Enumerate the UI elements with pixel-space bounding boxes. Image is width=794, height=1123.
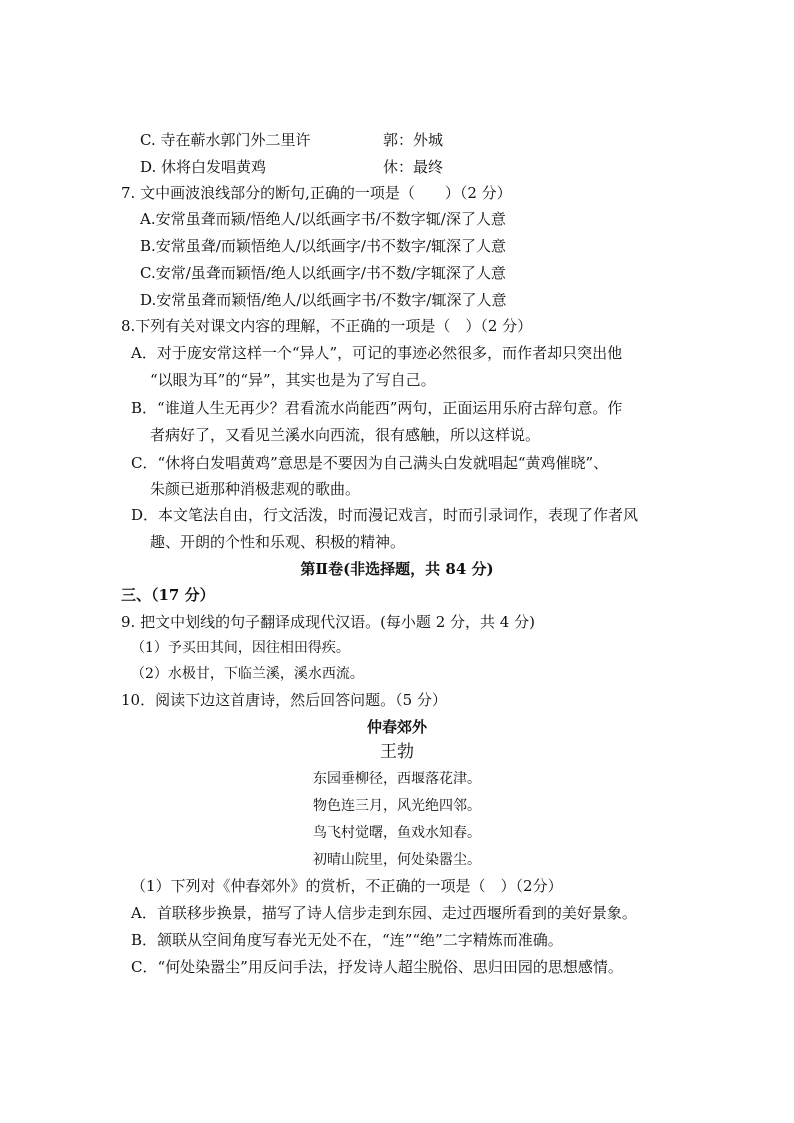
q8-option-d-line2: 趣、开朗的个性和乐观、积极的精神。 — [150, 533, 406, 551]
q8-stem: 8.下列有关对课文内容的理解，不正确的一项是（ ）（2 分） — [121, 317, 533, 335]
q6-option-d-gloss: 休：最终 — [383, 158, 444, 176]
q8-option-a-line2: “以眼为耳”的“异”，其实也是为了写自己。 — [150, 371, 436, 389]
q10-stem: 10．阅读下边这首唐诗，然后回答问题。（5 分） — [121, 691, 447, 709]
q8-option-c-line2: 朱颜已逝那种消极悲观的歌曲。 — [150, 480, 361, 498]
q8-option-b-line2: 者病好了，又看见兰溪水向西流，很有感触，所以这样说。 — [150, 426, 541, 444]
q7-option-b: B.安常虽聋/而颖悟绝人/以纸画字/书不数字/辄深了人意 — [140, 237, 507, 255]
q7-option-d: D.安常虽聋而颖悟/绝人/以纸画字书/不数字/辄深了人意 — [140, 291, 507, 309]
q6-option-d — [140, 157, 443, 177]
q6-option-c — [140, 130, 443, 150]
section-3-title: 三、（17 分） — [121, 586, 215, 604]
q10-sub1-option-a: A．首联移步换景，描写了诗人信步走到东园、走过西堰所看到的美好景象。 — [131, 904, 637, 922]
poem-title: 仲春郊外 — [366, 718, 427, 736]
q8-option-b-line1: B．“谁道人生无再少？君看流水尚能西”两句，正面运用乐府古辞句意。作 — [131, 399, 623, 417]
poem-line-1: 东园垂柳径，西堰落花津。 — [313, 771, 481, 787]
q10-sub1-option-b: B．颔联从空间角度写春光无处不在，“连”“绝”二字精炼而准确。 — [131, 931, 563, 949]
poem-line-3: 鸟飞村觉曙，鱼戏水知春。 — [313, 825, 481, 841]
q8-option-d-line1: D．本文笔法自由，行文活泼，时而漫记戏言，时而引录词作，表现了作者风 — [131, 506, 639, 524]
q9-item-1: （1）予买田其间，因往相田得疾。 — [131, 640, 350, 656]
poem-line-4: 初晴山院里，何处染嚣尘。 — [313, 852, 481, 868]
section-2-title: 第Ⅱ卷(非选择题，共 84 分) — [300, 560, 494, 578]
q6-option-d-label: D. 休将白发唱黄鸡 — [140, 158, 267, 176]
q7-stem: 7. 文中画波浪线部分的断句,正确的一项是（ ）（2 分） — [121, 184, 512, 202]
q8-option-a-line1: A．对于庞安常这样一个“异人”，可记的事迹必然很多，而作者却只突出他 — [131, 344, 623, 362]
q10-sub1-option-c: C．“何处染嚣尘”用反问手法，抒发诗人超尘脱俗、思归田园的思想感情。 — [131, 958, 623, 976]
q7-option-c: C.安常/虽聋而颖悟/绝人以纸画字/书不数/字辄深了人意 — [140, 264, 506, 282]
q8-option-c-line1: C．“休将白发唱黄鸡”意思是不要因为自己满头白发就唱起“黄鸡催晓”、 — [131, 454, 609, 472]
poem-author: 王勃 — [380, 742, 414, 762]
q9-item-2: （2）水极甘，下临兰溪，溪水西流。 — [131, 666, 364, 682]
q7-option-a: A.安常虽聋而颍/悟绝人/以纸画字书/不数字辄/深了人意 — [140, 210, 506, 228]
poem-line-2: 物色连三月，风光绝四邻。 — [313, 798, 481, 814]
q9-stem: 9. 把文中划线的句子翻译成现代汉语。(每小题 2 分，共 4 分) — [121, 613, 535, 631]
q6-option-c-label: C. 寺在蕲水郭门外二里许 — [140, 131, 311, 149]
q10-sub1-stem: （1）下列对《仲春郊外》的赏析，不正确的一项是（ ）（2分） — [131, 877, 563, 895]
q6-option-c-gloss: 郭：外城 — [383, 131, 444, 149]
